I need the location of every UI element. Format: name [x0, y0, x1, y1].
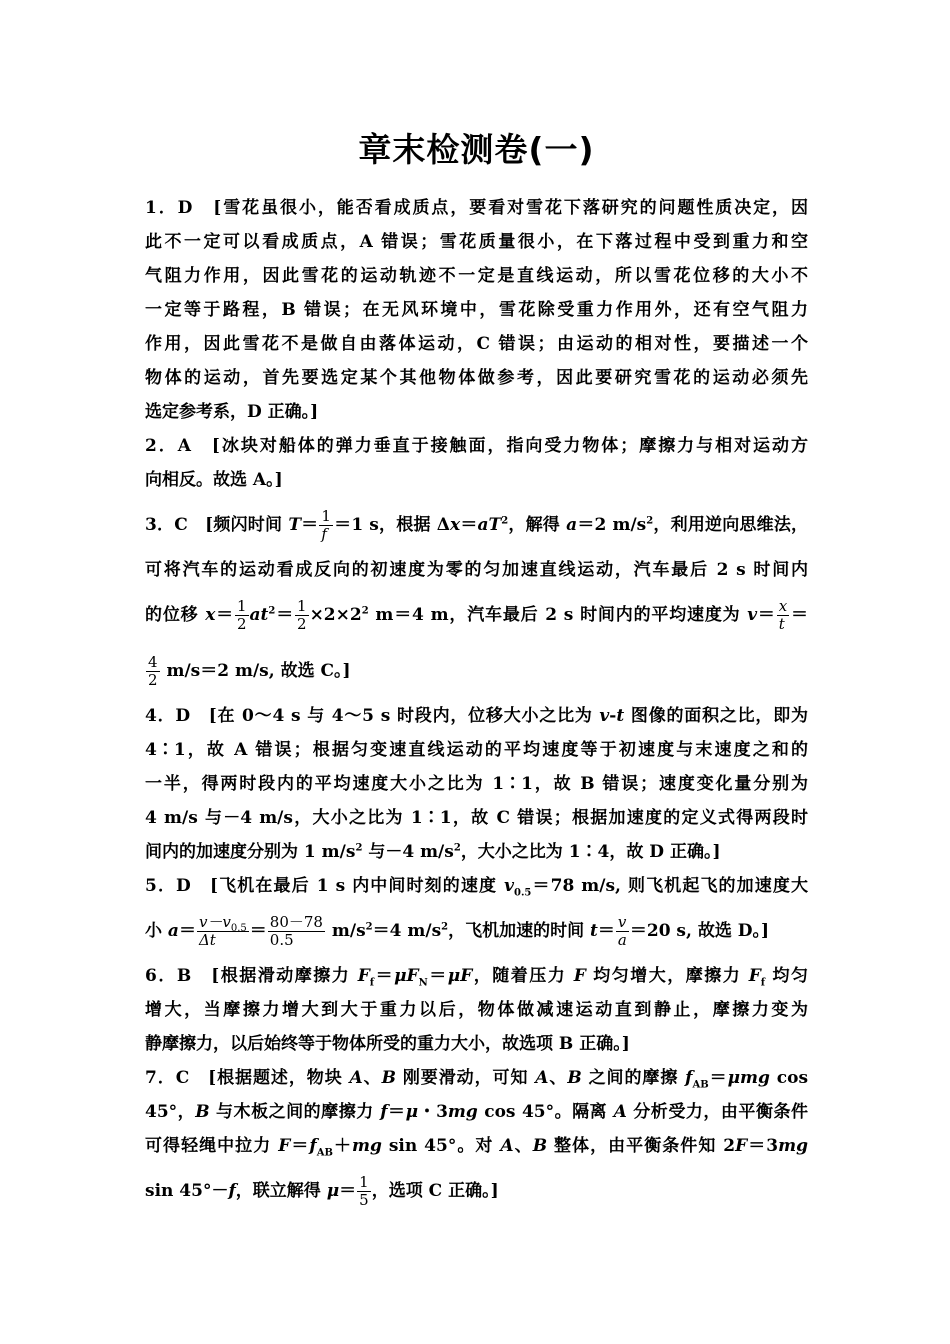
text: ＝ [374, 966, 395, 986]
text: ＝ [708, 1068, 728, 1088]
var: mg [352, 1136, 382, 1156]
text: 5．D [飞机在最后 1 s 内中间时刻的速度 [145, 876, 505, 896]
var: F [573, 966, 586, 986]
var: B [381, 1068, 396, 1088]
text: sin 45°。对 [381, 1136, 501, 1156]
denominator: a [617, 931, 627, 949]
sub: f [369, 977, 375, 989]
denominator: 0.5 [269, 931, 294, 949]
numerator: 1 [236, 597, 247, 615]
var: v－v [198, 913, 231, 931]
sub: N [418, 977, 428, 989]
text: ，联立解得 [235, 1181, 327, 1201]
text: ＝ [597, 921, 615, 941]
text: 均匀增大，摩擦力 [585, 966, 749, 986]
numerator: 4 [148, 653, 158, 671]
text: 与－4 m/s [362, 842, 454, 862]
text: 、 [513, 1136, 533, 1156]
text: ，随着压力 [472, 966, 574, 986]
text: 整体，由平衡条件知 2 [547, 1136, 736, 1156]
var: μ [405, 1102, 419, 1122]
text: ＝20 s, 故选 D。] [629, 921, 770, 941]
text: ，大小之比为 1∶4，故 D 正确。] [460, 842, 721, 862]
text: ＝ [339, 1181, 357, 1201]
var: f [309, 1136, 317, 1156]
text: 可得轻绳中拉力 [145, 1136, 279, 1156]
answer-2-line-2: 向相反。故选 A。] [145, 470, 283, 490]
sup: 2 [365, 921, 373, 933]
text: ＝ [290, 1136, 310, 1156]
answer-7 [145, 1061, 808, 1219]
text: ＝ [300, 515, 319, 535]
text: ＝ [215, 605, 234, 625]
var: v [599, 706, 610, 726]
var: x [205, 605, 216, 625]
sup: 2 [268, 605, 276, 617]
fraction [295, 598, 309, 633]
answer-4-line-3: 一半，得两时段内的平均速度大小之比为 1∶1，故 B 错误；速度变化量分别为 [145, 774, 808, 794]
text: 均匀 [765, 966, 809, 986]
denominator: f [321, 525, 327, 543]
var: f [380, 1102, 388, 1122]
sub: 0.5 [513, 887, 532, 899]
fraction [268, 914, 325, 949]
sub: f [760, 977, 766, 989]
text: ＝1 s，根据 Δ [333, 515, 450, 535]
answer-4-line-4: 4 m/s 与－4 m/s，大小之比为 1∶1，故 C 错误；根据加速度的定义式得两段时 [145, 808, 808, 828]
answer-3 [145, 497, 808, 699]
text: 图像的面积之比，即为 [624, 706, 809, 726]
var: A [349, 1068, 363, 1088]
fraction [319, 508, 333, 543]
answer-5 [145, 869, 808, 959]
text: 6．B [根据滑动摩擦力 [145, 966, 358, 986]
answer-5-line-2 [145, 903, 808, 959]
answer-6 [145, 959, 808, 1061]
answer-1-line-6: 物体的运动，首先要选定某个其他物体做参考，因此要研究雪花的运动必须先 [145, 368, 808, 388]
var: aT [477, 515, 502, 535]
var: mg [778, 1136, 808, 1156]
answer-2 [145, 429, 808, 497]
var: T [288, 515, 301, 535]
var: F [278, 1136, 291, 1156]
answer-6-line-1 [145, 959, 808, 993]
text: 45°， [145, 1102, 196, 1122]
text: ・3 [418, 1102, 448, 1122]
text: 小 [145, 921, 168, 941]
answer-3-line-4 [145, 643, 808, 699]
numerator: x [778, 597, 788, 615]
text: 的位移 [145, 605, 206, 625]
text: ＝2 m/s [577, 515, 647, 535]
var: a [167, 921, 179, 941]
answer-7-line-4 [145, 1163, 808, 1219]
var: v [747, 605, 758, 625]
text: m＝4 m，汽车最后 2 s 时间内的平均速度为 [368, 605, 748, 625]
text: ＝ [460, 515, 478, 535]
numerator [197, 914, 249, 932]
fraction [777, 598, 789, 633]
sup: 2 [361, 605, 369, 617]
text: ×2×2 [309, 605, 362, 625]
var: A [535, 1068, 549, 1088]
var: B [532, 1136, 548, 1156]
text: ＝ [275, 605, 295, 625]
answer-3-line-1 [145, 497, 808, 553]
numerator: 1 [297, 597, 307, 615]
answer-1-line-7: 选定参考系，D 正确。] [145, 402, 319, 422]
text: 4．D [在 0～4 s 与 4～5 s 时段内，位移大小之比为 [145, 706, 600, 726]
sup: 2 [646, 515, 654, 527]
answer-7-line-2 [145, 1095, 808, 1129]
answer-1-line-5: 作用，因此雪花不是做自由落体运动，C 错误；由运动的相对性，要描述一个 [145, 334, 808, 354]
answer-3-line-3 [145, 587, 808, 643]
var: t [590, 921, 598, 941]
sup: 2 [453, 842, 461, 854]
text: sin 45°－ [145, 1181, 229, 1201]
denominator: 2 [297, 615, 307, 633]
fraction [235, 598, 249, 633]
text: ，飞机加速的时间 [448, 921, 591, 941]
var: F [357, 966, 370, 986]
text: m/s [325, 921, 366, 941]
text: 分析受力，由平衡条件 [626, 1102, 808, 1122]
var: at [249, 605, 269, 625]
text: cos 45°。隔离 [477, 1102, 614, 1122]
answer-1-line-3: 气阻力作用，因此雪花的运动轨迹不一定是直线运动，所以雪花位移的大小不 [145, 266, 808, 286]
text: ＝78 m/s, 则飞机起飞的加速度大 [531, 876, 808, 896]
answer-6-line-3: 静摩擦力，以后始终等于物体所受的重力大小，故选项 B 正确。] [145, 1034, 630, 1054]
text: - [609, 706, 617, 726]
text: 3．C [频闪时间 [145, 515, 289, 535]
answer-4-line-5 [145, 835, 808, 869]
answer-2-line-1: 2．A [冰块对船体的弹力垂直于接触面，指向受力物体；摩擦力与相对运动方 [145, 436, 808, 456]
denominator: 2 [236, 615, 247, 633]
denominator: 5 [359, 1191, 369, 1209]
answer-1 [145, 191, 808, 429]
text: ＝3 [747, 1136, 779, 1156]
answer-4-line-1 [145, 699, 808, 733]
answer-1-line-2: 此不一定可以看成质点，A 错误；雪花质量很小，在下落过程中受到重力和空 [145, 232, 808, 252]
fraction [146, 654, 160, 689]
var: B [567, 1068, 582, 1088]
var: A [613, 1102, 627, 1122]
denominator: t [778, 615, 785, 633]
text: 、 [362, 1068, 382, 1088]
text: ＋ [332, 1136, 352, 1156]
numerator: v [616, 914, 629, 932]
page-title: 章末检测卷(一) [358, 130, 595, 169]
numerator: 1 [321, 507, 331, 525]
text: 、 [548, 1068, 568, 1088]
text: cos [769, 1068, 809, 1088]
var: μmg [727, 1068, 770, 1088]
var: f [685, 1068, 693, 1088]
var: F [748, 966, 761, 986]
text: 间内的加速度分别为 1 m/s [145, 842, 356, 862]
sub: 0.5 [230, 923, 247, 934]
fraction [616, 914, 629, 949]
var: B [195, 1102, 210, 1122]
sup: 2 [501, 515, 509, 527]
answer-5-line-1 [145, 869, 808, 903]
text: ＝ [790, 605, 809, 625]
sub: AB [692, 1079, 709, 1091]
text: ＝ [387, 1102, 406, 1122]
var: F [735, 1136, 748, 1156]
sup: 2 [441, 921, 449, 933]
fraction [197, 914, 249, 949]
var: a [566, 515, 578, 535]
text: ＝ [757, 605, 776, 625]
var: f [228, 1181, 236, 1201]
answer-3-line-2: 可将汽车的运动看成反向的初速度为零的匀加速直线运动，汽车最后 2 s 时间内 [145, 560, 808, 580]
text: 之间的摩擦 [581, 1068, 686, 1088]
answer-4 [145, 699, 808, 869]
var: v [504, 876, 514, 896]
var: A [500, 1136, 514, 1156]
text: ，利用逆向思维法， [653, 515, 809, 535]
text: ，解得 [508, 515, 567, 535]
answer-7-line-1 [145, 1061, 808, 1095]
denominator: 2 [148, 671, 158, 689]
answer-1-line-4: 一定等于路程，B 错误；在无风环境中，雪花除受重力作用外，还有空气阻力 [145, 300, 808, 320]
var: μF [447, 966, 473, 986]
var: μ [326, 1181, 340, 1201]
var: mg [447, 1102, 478, 1122]
sub: AB [316, 1147, 333, 1159]
var: x [449, 515, 461, 535]
text: ＝ [178, 921, 196, 941]
sup: 2 [355, 842, 363, 854]
answer-4-line-2: 4∶1，故 A 错误；根据匀变速直线运动的平均速度等于初速度与末速度之和的 [145, 740, 808, 760]
numerator: 80－78 [269, 913, 323, 931]
var: t [616, 706, 625, 726]
numerator: 1 [359, 1173, 369, 1191]
answer-1-line-1: 1．D [雪花虽很小，能否看成质点，要看对雪花下落研究的问题性质决定，因 [145, 198, 808, 218]
text: 刚要滑动，可知 [395, 1068, 536, 1088]
answer-6-line-2: 增大，当摩擦力增大到大于重力以后，物体做减速运动直到静止，摩擦力变为 [145, 1000, 808, 1020]
text: ，选项 C 正确。] [371, 1181, 499, 1201]
text: ＝4 m/s [372, 921, 442, 941]
text: ＝ [249, 921, 267, 941]
var: μF [394, 966, 419, 986]
text: m/s＝2 m/s, 故选 C。] [160, 661, 351, 681]
text: ＝ [427, 966, 448, 986]
answer-7-line-3 [145, 1129, 808, 1163]
denominator: Δt [198, 931, 216, 949]
text: 7．C [根据题述，物块 [145, 1068, 350, 1088]
fraction [357, 1174, 371, 1209]
text: 与木板之间的摩擦力 [209, 1102, 381, 1122]
